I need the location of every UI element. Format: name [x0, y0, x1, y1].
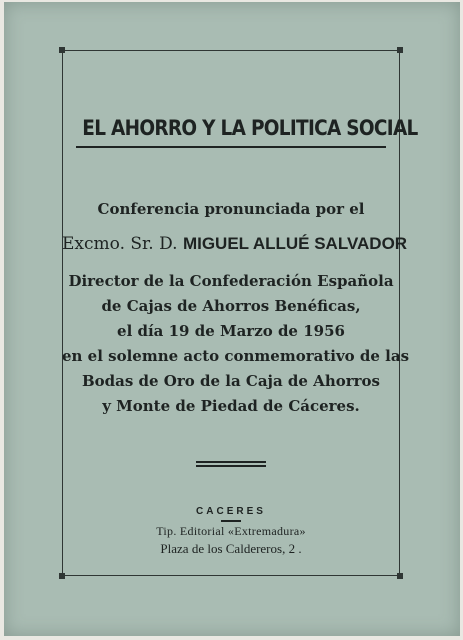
- booklet-title: EL AHORRO Y LA POLITICA SOCIAL: [82, 116, 418, 140]
- speaker-line: [62, 234, 408, 254]
- decorative-double-rule: [196, 461, 266, 467]
- conference-intro: Conferencia pronunciada por el: [97, 200, 365, 218]
- description-line: de Cajas de Ahorros Benéficas,: [101, 297, 361, 315]
- printer-name: Tip. Editorial «Extremadura»: [156, 524, 306, 538]
- title-underline: [76, 146, 386, 148]
- publication-city: CACERES: [196, 506, 266, 517]
- city-dash: [221, 520, 241, 522]
- description-line: en el solemne acto conmemorativo de las: [62, 347, 410, 365]
- printer-address: Plaza de los Caldereros, 2 .: [160, 541, 302, 556]
- description-line: el día 19 de Marzo de 1956: [117, 322, 345, 340]
- description-line: y Monte de Piedad de Cáceres.: [102, 397, 360, 415]
- booklet-cover: [4, 2, 460, 636]
- speaker-name: MIGUEL ALLUÉ SALVADOR: [182, 234, 408, 253]
- speaker-honorific: Excmo. Sr. D.: [62, 234, 178, 254]
- cover-content: [62, 50, 418, 576]
- description-line: Director de la Confederación Española: [68, 272, 394, 290]
- description-line: Bodas de Oro de la Caja de Ahorros: [82, 372, 380, 390]
